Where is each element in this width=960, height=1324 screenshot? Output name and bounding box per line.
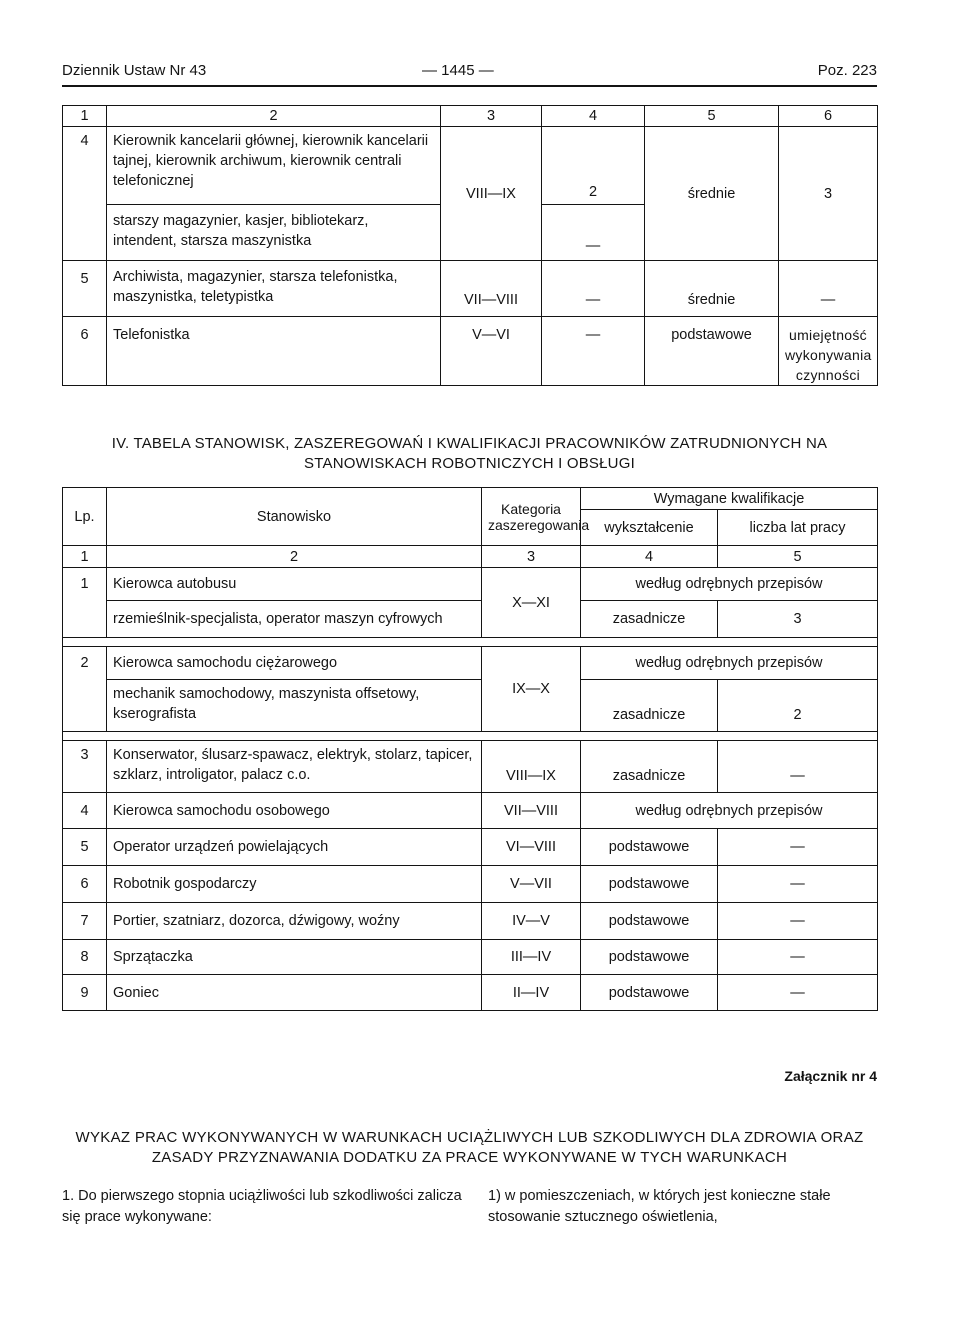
table-continuation <box>62 105 878 386</box>
row-lp: 5 <box>63 261 107 317</box>
years-of-work: — <box>718 940 878 975</box>
years-of-work: 3 <box>718 601 878 638</box>
position-name: Sprzątaczka <box>107 940 482 975</box>
category: V—VII <box>482 866 581 903</box>
qualification-note: według odrębnych przepisów <box>581 568 878 601</box>
years-of-work: — <box>718 866 878 903</box>
education: zasadnicze <box>581 601 718 638</box>
header-years: liczba lat pracy <box>718 510 878 546</box>
position-name: Kierowca samochodu ciężarowego <box>107 647 482 680</box>
position-number: Poz. 223 <box>817 62 877 79</box>
education: zasadnicze <box>581 741 718 793</box>
position-name: Kierownik kancelarii głównej, kierownik kancelarii tajnej, kierownik archiwum, kierownik centrali telefonicznej <box>107 127 441 205</box>
col-number: 4 <box>581 546 718 568</box>
col-number: 5 <box>645 106 779 127</box>
education: podstawowe <box>645 317 779 386</box>
category: VII—VIII <box>482 793 581 829</box>
table-row <box>63 940 878 975</box>
table-row <box>63 793 878 829</box>
category: VIII—IX <box>482 741 581 793</box>
years-of-work: — <box>779 261 878 317</box>
education: średnie <box>645 261 779 317</box>
years-of-work: — <box>718 829 878 866</box>
row-lp: 2 <box>63 647 107 732</box>
category: IX—X <box>482 647 581 732</box>
category: VI—VIII <box>482 829 581 866</box>
table-row <box>63 601 878 638</box>
page-header <box>62 62 877 84</box>
col-number: 4 <box>542 106 645 127</box>
header-lp: Lp. <box>63 488 107 546</box>
col4-value: — <box>542 261 645 317</box>
table-row <box>63 568 878 601</box>
table-row <box>63 647 878 680</box>
row-lp: 1 <box>63 568 107 638</box>
table-row <box>63 975 878 1011</box>
education: podstawowe <box>581 903 718 940</box>
education: zasadnicze <box>581 680 718 732</box>
header-position: Stanowisko <box>107 488 482 546</box>
header-category: Kategoria zaszeregowania <box>482 488 581 546</box>
row-spacer <box>63 638 878 647</box>
row-lp: 3 <box>63 741 107 793</box>
years-of-work: 3 <box>779 127 878 261</box>
row-lp: 6 <box>63 866 107 903</box>
column-number-row <box>63 106 878 127</box>
row-lp: 6 <box>63 317 107 386</box>
education: podstawowe <box>581 829 718 866</box>
row-lp: 4 <box>63 793 107 829</box>
col4-value: — <box>542 205 645 261</box>
table-row <box>63 680 878 732</box>
col-number: 3 <box>441 106 542 127</box>
row-lp: 4 <box>63 127 107 261</box>
position-name: Kierowca samochodu osobowego <box>107 793 482 829</box>
category: III—IV <box>482 940 581 975</box>
years-of-work: 2 <box>718 680 878 732</box>
years-of-work: — <box>718 975 878 1011</box>
table-row <box>63 903 878 940</box>
annex-label: Załącznik nr 4 <box>784 1068 877 1084</box>
col4-value: — <box>542 317 645 386</box>
position-name: Telefonistka <box>107 317 441 386</box>
education: średnie <box>645 127 779 261</box>
category: VII—VIII <box>441 261 542 317</box>
category: V—VI <box>441 317 542 386</box>
col-number: 6 <box>779 106 878 127</box>
table-workers <box>62 487 878 1011</box>
col-number: 2 <box>107 106 441 127</box>
section-title: IV. TABELA STANOWISK, ZASZEREGOWAŃ I KWALIFIKACJI PRACOWNIKÓW ZATRUDNIONYCH NA STANOWISKACH ROBOTNICZYCH I OBSŁUGI <box>111 435 828 472</box>
category: IV—V <box>482 903 581 940</box>
annex-paragraph: 1. Do pierwszego stopnia uciążliwości lub szkodliwości zalicza się prace wykonywane: <box>62 1188 462 1225</box>
position-name: Archiwista, magazynier, starsza telefonistka, maszynistka, teletypistka <box>107 261 441 317</box>
header-qualifications: Wymagane kwalifikacje <box>581 488 878 510</box>
journal-title: Dziennik Ustaw Nr 43 <box>62 62 207 79</box>
column-number-row <box>63 546 878 568</box>
position-name: Kierowca autobusu <box>107 568 482 601</box>
col-number: 5 <box>718 546 878 568</box>
table-row <box>63 317 878 386</box>
row-lp: 8 <box>63 940 107 975</box>
row-lp: 5 <box>63 829 107 866</box>
header-rule <box>62 85 877 87</box>
category: X—XI <box>482 568 581 638</box>
col-number: 2 <box>107 546 482 568</box>
years-of-work: — <box>718 741 878 793</box>
years-of-work: — <box>718 903 878 940</box>
position-name: rzemieślnik-specjalista, operator maszyn cyfrowych <box>107 601 482 638</box>
qualification-note: według odrębnych przepisów <box>581 793 878 829</box>
table-row <box>63 829 878 866</box>
annex-title: WYKAZ PRAC WYKONYWANYCH W WARUNKACH UCIĄŻLIWYCH LUB SZKODLIWYCH DLA ZDROWIA ORAZ ZASADY PRZYZNAWANIA DODATKU ZA PRACE WYKONYWANE W TYCH WARUNKACH <box>75 1129 864 1166</box>
position-name: Operator urządzeń powielających <box>107 829 482 866</box>
row-spacer <box>63 732 878 741</box>
category: VIII—IX <box>441 127 542 261</box>
col-number: 1 <box>63 106 107 127</box>
table-row <box>63 261 878 317</box>
position-name: Goniec <box>107 975 482 1011</box>
education: podstawowe <box>581 975 718 1011</box>
position-name: Konserwator, ślusarz-spawacz, elektryk, stolarz, tapicer, szklarz, introligator, palacz c.o. <box>107 741 482 793</box>
col-number: 1 <box>63 546 107 568</box>
position-name: Robotnik gospodarczy <box>107 866 482 903</box>
education: podstawowe <box>581 940 718 975</box>
annex-list-item: 1) w pomieszczeniach, w których jest konieczne stałe stosowanie sztucznego oświetlenia, <box>488 1188 831 1225</box>
qualification-note: według odrębnych przepisów <box>581 647 878 680</box>
header-education: wykształcenie <box>581 510 718 546</box>
years-of-work: umiejętność wykonywania czynności <box>779 317 878 386</box>
col4-value: 2 <box>542 127 645 205</box>
position-name: starszy magazynier, kasjer, bibliotekarz, intendent, starsza maszynistka <box>107 205 441 261</box>
position-name: Portier, szatniarz, dozorca, dźwigowy, woźny <box>107 903 482 940</box>
row-lp: 9 <box>63 975 107 1011</box>
table-row <box>63 127 878 205</box>
position-name: mechanik samochodowy, maszynista offsetowy, kserografista <box>107 680 482 732</box>
header-row <box>63 488 878 510</box>
row-lp: 7 <box>63 903 107 940</box>
table-row <box>63 866 878 903</box>
category: II—IV <box>482 975 581 1011</box>
table-row <box>63 741 878 793</box>
col-number: 3 <box>482 546 581 568</box>
education: podstawowe <box>581 866 718 903</box>
page-number: — 1445 — <box>422 62 494 79</box>
